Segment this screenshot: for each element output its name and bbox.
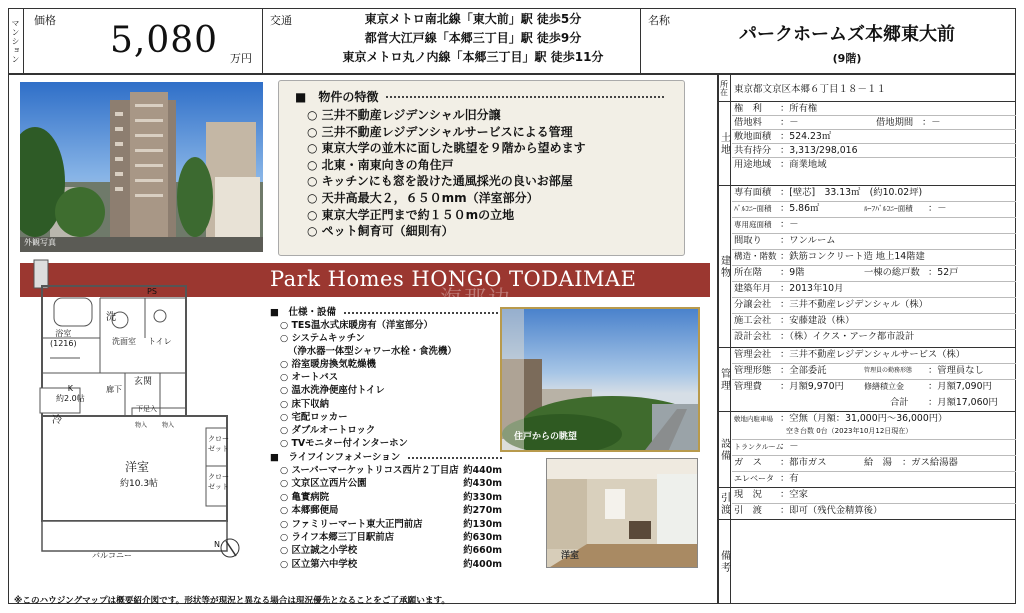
features-heading-text: ■ 物件の特徴: [295, 90, 379, 104]
feature-item: ○ 天井高最大２，６５０mm（洋室部分）: [307, 190, 539, 205]
watermark: 海那边: [440, 287, 513, 312]
life-item: ○ 区立第六中学校 約400m: [280, 558, 502, 570]
feature-item: ○ 三井不動産レジデンシャル旧分譲: [307, 108, 501, 122]
room-caption: 洋室: [561, 551, 580, 561]
land-section: [718, 102, 1016, 186]
fp-bath: 浴室 (1216): [50, 329, 77, 348]
spec-item: ○ オートバス: [280, 372, 339, 384]
bld-garden-row: 専用庭面積 ：－: [732, 218, 1016, 234]
spec-item: ○ 浴室暖房換気乾燥機: [280, 359, 376, 371]
specs-heading-text: ■ 仕様・設備: [270, 307, 336, 318]
fp-ps: PS: [147, 287, 157, 296]
handover-status-row: 現 況 ：空家: [732, 488, 1016, 504]
bld-structure-row: 構造・階数 ：鉄筋コンクリート造 地上14階建: [732, 250, 1016, 266]
life-item: ○ ファミリーマート東大正門前店 約130m: [280, 518, 502, 530]
specs-list: [280, 319, 502, 450]
price-label: 価格: [34, 14, 56, 27]
address-label: 所在: [718, 74, 731, 102]
mgmt-section: [718, 348, 1016, 412]
floorplan: [20, 258, 268, 583]
view-caption: 住戸からの眺望: [514, 432, 578, 442]
mgmt-total-row: 合計 ：月額17,060円: [890, 397, 998, 408]
access-line-1: 東京メトロ南北線「東大前」駅 徒歩5分: [364, 12, 582, 26]
fp-hall: 廊下: [106, 385, 122, 394]
bld-floor-row: 所在階 ：9階 一棟の総戸数 ：52戸: [732, 266, 1016, 282]
fp-room: 洋室: [125, 460, 150, 474]
access-line-3: 東京メトロ丸ノ内線「本郷三丁目」駅 徒歩11分: [342, 50, 604, 64]
property-name: パークホームズ本郷東大前: [739, 24, 955, 45]
fp-room-size: 約10.3帖: [120, 479, 159, 489]
feature-item: ○ 三井不動産レジデンシャルサービスによる管理: [307, 124, 573, 139]
land-rent-row: 借地料 ：－ 借地期間 ：－: [732, 116, 1016, 130]
fp-fridge: 冷: [52, 415, 62, 426]
life-heading: [270, 451, 502, 464]
fp-storage-1: 物入: [135, 422, 148, 429]
fp-kitchen: K 約2.0帖: [56, 384, 85, 403]
address-row: [718, 74, 1016, 102]
building-section: [718, 186, 1016, 348]
mgmt-label: 管理: [718, 348, 731, 412]
life-item: ○ 文京区立西片公園 約430m: [280, 478, 502, 490]
life-item: ○ 区立誠之小学校 約660m: [280, 545, 502, 557]
compass-label: N: [214, 540, 220, 549]
specs-section: [270, 306, 502, 571]
access-lines: [308, 10, 638, 67]
fp-entrance: 玄関: [134, 377, 153, 387]
price-unit: 万円: [230, 52, 252, 65]
mgmt-fee-row: 管理費 ：月額9,970円 修繕積立金 ：月額7,090円: [734, 381, 992, 392]
life-list: [280, 464, 502, 571]
bld-area-row: 専有面積 ：[壁芯] 33.13㎡ (約10.02坪): [732, 186, 1016, 202]
mgmt-form-row: 管理形態 ：全部委託 管理員の勤務形態 ：管理員なし: [732, 364, 1016, 380]
equip-section: [718, 412, 1016, 488]
side-label: マンション: [11, 18, 20, 64]
equip-trunk-row: トランクルーム ：－: [732, 440, 1016, 456]
feature-item: ○ ペット飼育可（細則有）: [307, 224, 454, 239]
life-item: ○ 亀實病院 約330m: [280, 491, 502, 503]
feature-item: ○ 北東・南東向きの角住戸: [307, 157, 454, 172]
remarks-section: [718, 520, 1016, 604]
building-label: 建物: [718, 186, 731, 348]
handover-label: 引渡: [718, 488, 731, 520]
footnote: ※このハウジングマップは概要紹介図です。形状等が現況と異なる場合は現況優先となることをご了承願います。: [14, 596, 450, 606]
bld-layout-row: 間取り ：ワンルーム: [732, 234, 1016, 250]
life-item: ○ 本郷郵便局 約270m: [280, 505, 502, 517]
header-divider-2: [640, 8, 641, 74]
exterior-building-illustration: [20, 82, 263, 252]
fp-toilet: トイレ: [148, 337, 172, 346]
header-divider-1: [262, 8, 263, 74]
mgmt-company-row: 管理会社 ：三井不動産レジデンシャルサービス（株）: [732, 348, 1016, 364]
spec-item: ○ システムキッチン: [280, 333, 365, 345]
equip-parking-row: 敷地内駐車場 ：空無（月額：31,000円～36,000円） 空き台数 0台（2023年10月12日現在）: [732, 412, 1016, 440]
fp-wash: 洗: [106, 312, 116, 323]
land-label: 土地: [718, 102, 731, 186]
spec-item: （浄水器一体型シャワー水栓・食洗機）: [288, 346, 457, 358]
bld-builder-row: 施工会社 ：安藤建設（株）: [732, 314, 1016, 330]
features-box: [278, 80, 685, 256]
fp-balcony: バルコニー: [92, 551, 132, 560]
spec-item: ○ TVモニター付インターホン: [280, 437, 408, 449]
spec-item: ○ 温水洗浄便座付トイレ: [280, 385, 385, 397]
spec-item: ○ 床下収納: [280, 398, 329, 410]
feature-item: ○ 東京大学の並木に面した眺望を９階から望めます: [307, 141, 586, 156]
life-item: ○ ライフ本郷三丁目駅前店 約630m: [280, 531, 502, 543]
exterior-photo: [20, 82, 263, 252]
handover-section: [718, 488, 1016, 520]
bld-built-row: 建築年月 ：2013年10月: [732, 282, 1016, 298]
bld-seller-row: 分譲会社 ：三井不動産レジデンシャル（株）: [732, 298, 1016, 314]
room-photo: [546, 458, 698, 568]
floor-value: (9階): [832, 52, 862, 65]
access-label: 交通: [270, 14, 292, 27]
fp-closet-1: クロー ゼット: [208, 435, 229, 453]
access-line-2: 都営大江戸線「本郷三丁目」駅 徒歩9分: [364, 31, 582, 45]
name-label: 名称: [648, 14, 670, 27]
fp-shoebox: 下足入: [136, 405, 157, 413]
equip-gas-row: ガ ス ：都市ガス 給 湯 ：ガス給湯器: [732, 456, 1016, 472]
view-photo: [500, 307, 700, 452]
land-share-row: 共有持分 ：3,313/298,016: [732, 144, 1016, 158]
fp-storage-2: 物入: [162, 422, 175, 429]
land-right-row: 権 利 ：所有権: [732, 102, 1016, 116]
price-value: 5,080: [110, 20, 219, 61]
side-label-cell: [8, 8, 24, 74]
equip-elevator-row: エレベータ ：有: [734, 473, 799, 484]
life-heading-text: ■ ライフインフォメーション: [270, 451, 401, 463]
address-value: 東京都文京区本郷６丁目１８－１１: [734, 84, 887, 95]
feature-item: ○ 東京大学正門まで約１５０mの立地: [307, 207, 515, 222]
land-area-row: 敷地面積 ：524.23㎡: [732, 130, 1016, 144]
land-zone-row: 用途地域 ：商業地域: [734, 159, 827, 170]
bld-balcony-row: ﾊﾞﾙｺﾆｰ面積 ：5.86㎡ ﾙｰﾌﾊﾞﾙｺﾆｰ面積 ：－: [732, 202, 1016, 218]
fp-washroom: 洗面室: [112, 337, 136, 346]
handover-delivery-row: 引 渡 ：即可（残代金精算後）: [734, 505, 883, 516]
features-list: [307, 107, 684, 240]
features-heading: [295, 89, 684, 105]
fp-closet-2: クロー ゼット: [208, 473, 229, 491]
bld-designer-row: 設計会社 ：（株）イクス・アーク都市設計: [734, 331, 915, 342]
spec-item: ○ TES温水式床暖房有（洋室部分）: [280, 320, 433, 331]
exterior-caption: 外観写真: [24, 238, 56, 247]
feature-item: ○ キッチンにも窓を設けた通風採光の良いお部屋: [307, 174, 573, 189]
spec-item: ○ 宅配ロッカー: [280, 411, 348, 423]
remarks-label: 備考: [718, 520, 731, 604]
name-banner-title: Park Homes HONGO TODAIMAE: [270, 267, 637, 291]
life-item: ○ スーパーマーケットリコス西片２丁目店 約440m: [280, 464, 502, 476]
equip-label: 設備: [718, 412, 731, 488]
spec-item: ○ ダブルオートロック: [280, 424, 376, 436]
